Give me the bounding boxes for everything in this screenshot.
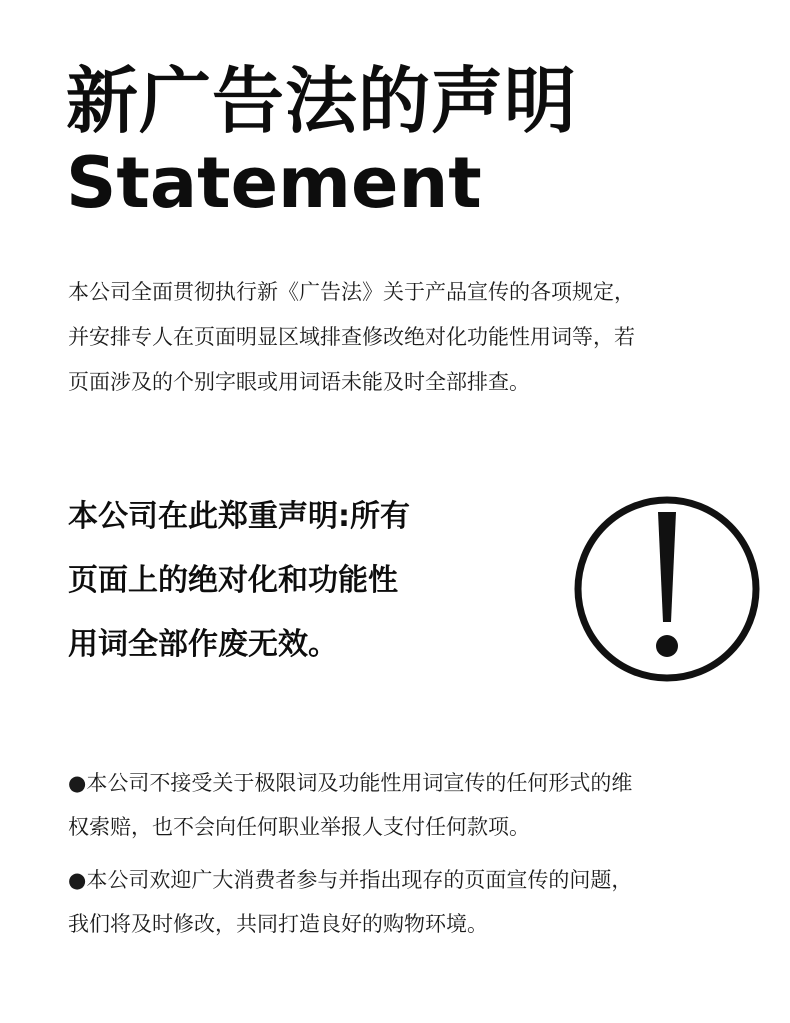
declaration-paragraph xyxy=(68,485,548,677)
note-line: 权索赔，也不会向任何职业举报人支付任何款项。 xyxy=(68,815,530,839)
exclamation-circle-icon xyxy=(572,494,762,684)
intro-line: 并安排专人在页面明显区域排查修改绝对化功能性用词等，若 xyxy=(68,325,635,349)
note-item xyxy=(68,761,758,849)
intro-line: 页面涉及的个别字眼或用词语未能及时全部排查。 xyxy=(68,370,530,394)
notes-section xyxy=(68,761,758,955)
declaration-line: 本公司在此郑重声明:所有 xyxy=(68,499,410,534)
note-line: ●本公司不接受关于极限词及功能性用词宣传的任何形式的维 xyxy=(68,771,633,795)
declaration-line: 用词全部作废无效。 xyxy=(68,627,338,662)
declaration-line: 页面上的绝对化和功能性 xyxy=(68,563,398,598)
note-item xyxy=(68,858,758,946)
note-line: 我们将及时修改，共同打造良好的购物环境。 xyxy=(68,912,488,936)
intro-line: 本公司全面贯彻执行新《广告法》关于产品宣传的各项规定， xyxy=(68,280,635,304)
intro-paragraph xyxy=(68,270,748,405)
page-subtitle: Statement xyxy=(66,142,482,224)
page-title: 新广告法的声明 xyxy=(66,59,578,143)
note-line: ●本公司欢迎广大消费者参与并指出现存的页面宣传的问题， xyxy=(68,868,633,892)
